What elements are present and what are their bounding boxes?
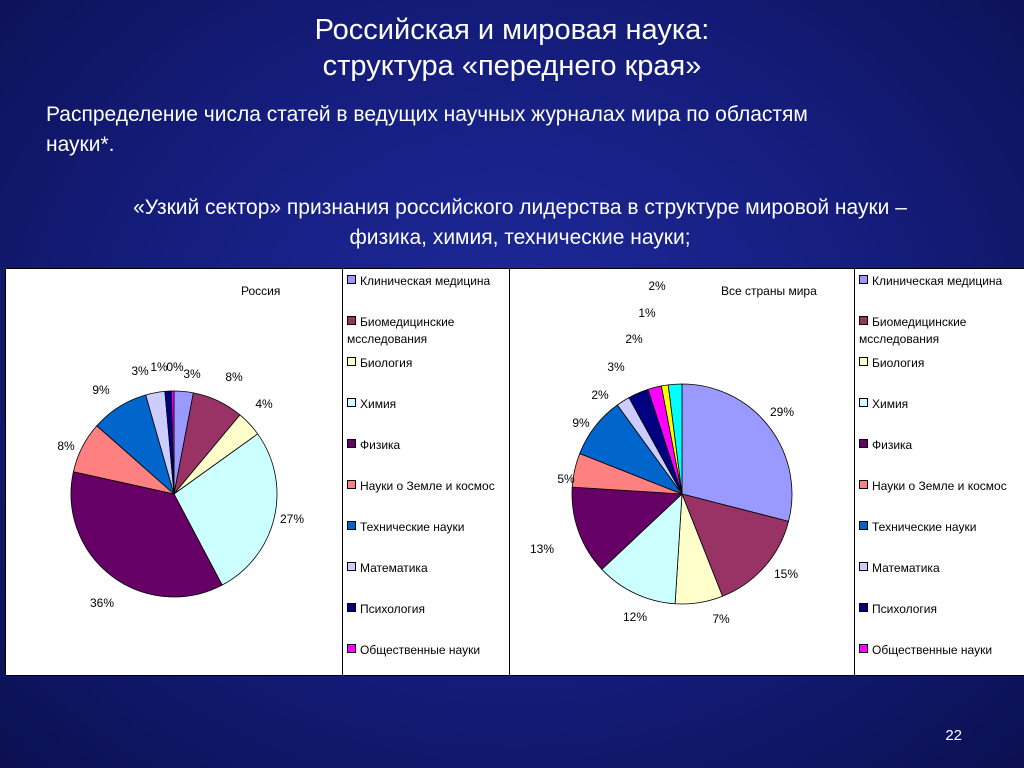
world-legend-item-4 xyxy=(859,396,1024,413)
world-legend-item-7 xyxy=(859,519,1024,536)
legend-label: Психология xyxy=(872,602,937,616)
legend-label: Науки о Земле и космос xyxy=(872,479,1007,493)
russia-slices xyxy=(71,391,277,597)
legend-label: Общественные науки xyxy=(872,643,993,657)
russia-legend-item-3 xyxy=(347,355,517,372)
russia-legend-item-2 xyxy=(347,314,517,348)
world-data-label-9: 3% xyxy=(607,360,625,374)
world-legend-item-10 xyxy=(859,642,1024,659)
world-data-label-7: 9% xyxy=(572,416,590,430)
russia-legend-item-7 xyxy=(347,519,517,536)
legend-label: Общественные науки xyxy=(360,643,481,657)
legend-swatch xyxy=(347,480,356,489)
russia-data-label-9: 1% xyxy=(150,360,168,374)
subtitle-line-2: науки*. xyxy=(46,133,115,156)
legend-swatch xyxy=(347,562,356,571)
slide-title xyxy=(0,12,1024,84)
note-line-2: физика, химия, технические науки; xyxy=(349,226,691,249)
legend-swatch xyxy=(859,357,868,366)
legend-label: Психология xyxy=(360,602,425,616)
legend-label: Клиническая медицина xyxy=(872,274,1003,288)
russia-legend-item-4 xyxy=(347,396,517,413)
world-legend-item-3 xyxy=(859,355,1024,372)
russia-data-label-2: 8% xyxy=(225,370,243,384)
russia-legend-item-5 xyxy=(347,437,517,454)
world-legend-item-5 xyxy=(859,437,1024,454)
world-data-label-6: 5% xyxy=(557,472,575,486)
world-legend-item-6 xyxy=(859,478,1024,495)
world-data-label-1: 29% xyxy=(769,405,795,419)
russia-legend-item-1 xyxy=(347,273,517,290)
russia-legend-item-10 xyxy=(347,642,517,659)
legend-label: Химия xyxy=(872,397,909,411)
world-legend-item-1 xyxy=(859,273,1024,290)
legend-swatch xyxy=(859,562,868,571)
russia-data-label-1: 3% xyxy=(183,367,201,381)
title-line-2: структура «переднего края» xyxy=(322,50,702,82)
legend-label: Биология xyxy=(360,356,413,370)
world-chart-title: Все страны мира xyxy=(721,284,817,298)
slide-note xyxy=(30,193,1010,253)
slide-subtitle xyxy=(46,100,996,160)
russia-data-label-4: 27% xyxy=(279,512,305,526)
legend-swatch xyxy=(347,275,356,284)
world-data-label-2: 15% xyxy=(773,567,799,581)
russia-chart-title: Россия xyxy=(241,284,281,298)
russia-data-label-5: 36% xyxy=(89,596,115,610)
legend-swatch xyxy=(859,521,868,530)
russia-data-label-7: 9% xyxy=(92,383,110,397)
world-data-label-4: 12% xyxy=(622,610,648,624)
note-line-1: «Узкий сектор» признания российского лидерства в структуре мировой науки – xyxy=(133,196,907,219)
legend-swatch xyxy=(347,357,356,366)
legend-label: Математика xyxy=(872,561,940,575)
legend-swatch xyxy=(347,439,356,448)
russia-chart-panel xyxy=(5,268,510,676)
russia-data-label-8: 3% xyxy=(131,364,149,378)
page-number: 22 xyxy=(945,727,962,744)
world-slices xyxy=(572,384,795,604)
legend-label: Физика xyxy=(360,438,401,452)
world-data-label-11: 1% xyxy=(638,306,656,320)
world-data-label-5: 13% xyxy=(529,542,555,556)
world-chart-panel xyxy=(509,268,1024,676)
world-data-label-8: 2% xyxy=(591,388,609,402)
legend-swatch xyxy=(859,398,868,407)
subtitle-line-1: Распределение числа статей в ведущих научных журналах мира по областям xyxy=(46,103,808,126)
legend-swatch xyxy=(347,521,356,530)
russia-data-label-3: 4% xyxy=(255,397,273,411)
russia-pie-chart xyxy=(6,269,342,675)
legend-swatch xyxy=(859,275,868,284)
legend-label: Клиническая медицина xyxy=(360,274,491,288)
world-data-label-10: 2% xyxy=(625,332,643,346)
legend-swatch xyxy=(859,480,868,489)
title-line-1: Российская и мировая наука: xyxy=(314,14,710,46)
legend-swatch xyxy=(859,316,868,325)
legend-label: Технические науки xyxy=(872,520,977,534)
legend-label: Биология xyxy=(872,356,925,370)
world-legend-item-8 xyxy=(859,560,1024,577)
legend-label: Биомедицинские мсследования xyxy=(347,315,455,346)
world-legend-item-2 xyxy=(859,314,1024,348)
legend-swatch xyxy=(859,439,868,448)
world-data-label-12: 2% xyxy=(648,279,666,293)
russia-legend-item-8 xyxy=(347,560,517,577)
world-legend-item-9 xyxy=(859,601,1024,618)
russia-legend-item-9 xyxy=(347,601,517,618)
world-pie-chart xyxy=(510,269,854,675)
legend-label: Науки о Земле и космос xyxy=(360,479,495,493)
legend-label: Биомедицинские мсследования xyxy=(859,315,967,346)
russia-legend-item-6 xyxy=(347,478,517,495)
legend-swatch xyxy=(859,603,868,612)
russia-data-label-10: 0% xyxy=(166,360,184,374)
legend-swatch xyxy=(347,398,356,407)
legend-label: Химия xyxy=(360,397,397,411)
legend-swatch xyxy=(859,644,868,653)
russia-legend xyxy=(342,269,513,675)
legend-swatch xyxy=(347,603,356,612)
world-legend xyxy=(854,269,1024,675)
legend-swatch xyxy=(347,316,356,325)
legend-swatch xyxy=(347,644,356,653)
legend-label: Физика xyxy=(872,438,913,452)
legend-label: Математика xyxy=(360,561,428,575)
russia-data-label-6: 8% xyxy=(57,439,75,453)
world-data-label-3: 7% xyxy=(712,612,730,626)
legend-label: Технические науки xyxy=(360,520,465,534)
